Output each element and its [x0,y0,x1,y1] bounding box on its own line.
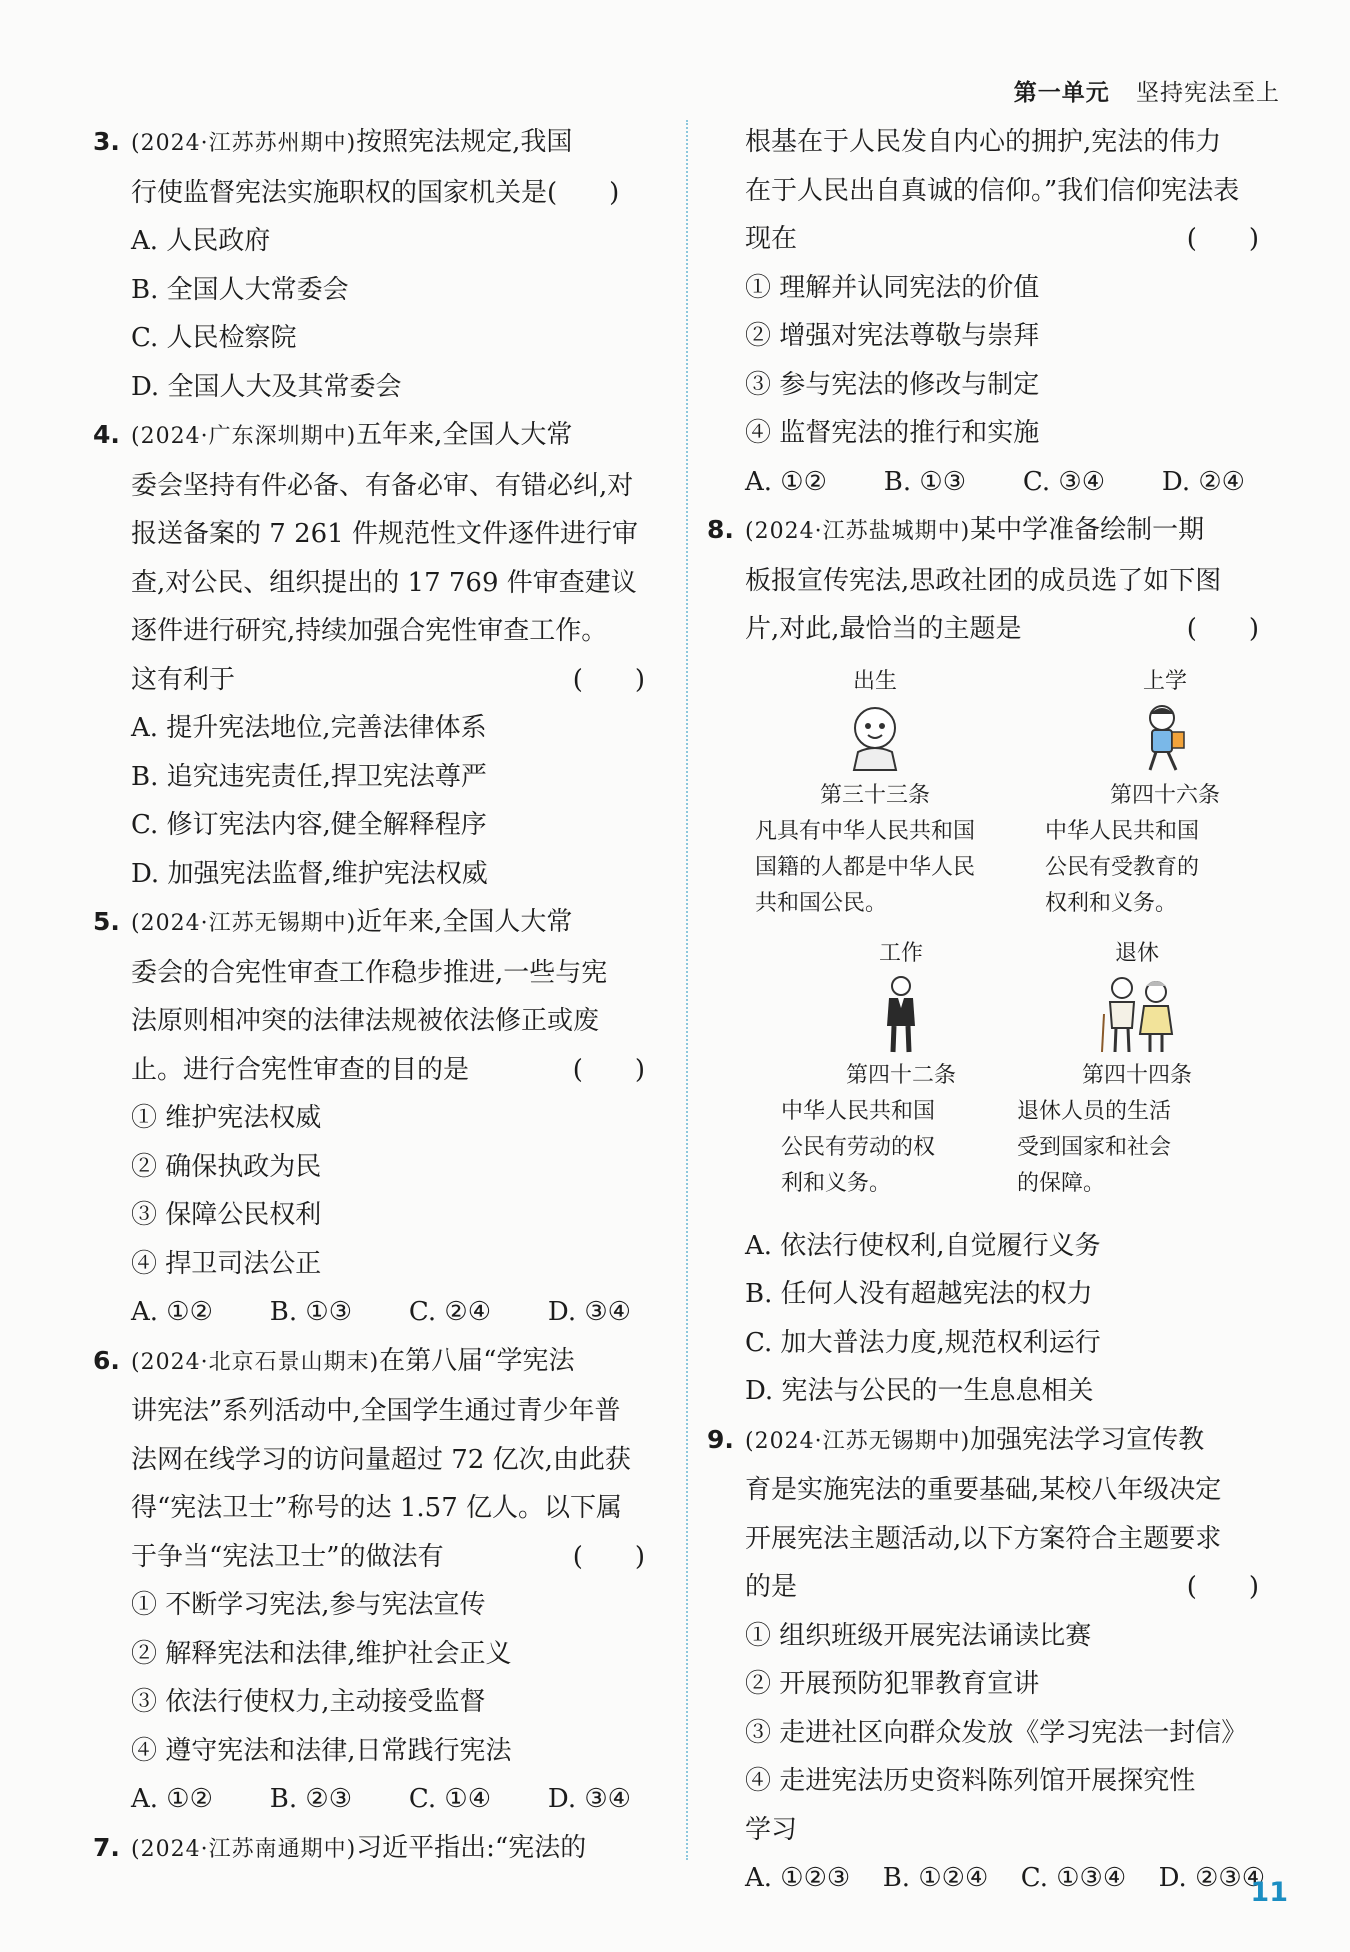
statement-3: ③ 依法行使权力,主动接受监督 [131,1687,486,1717]
choice-row [745,458,1265,507]
question-stem: 于争当“宪法卫士”的做法有 ( ) [131,1533,651,1582]
option-d[interactable]: D. ③④ [547,1297,631,1327]
statement-2: ② 开展预防犯罪教育宣讲 [745,1669,1040,1699]
question-stem: 育是实施宪法的重要基础,某校八年级决定 [745,1475,1222,1505]
question-stem: 逐件进行研究,持续加强合宪性审查工作。 [131,616,608,646]
stage-label: 工作 [878,940,923,966]
student-icon [1130,702,1200,774]
question-9 [707,1416,1265,1903]
option-c[interactable]: C. 人民检察院 [131,323,297,353]
answer-blank[interactable]: ( ) [1186,614,1259,644]
option-c[interactable]: C. ②④ [408,1297,492,1327]
question-number: 3. [93,127,120,156]
question-stem: 止。进行合宪性审查的目的是 ( ) [131,1046,651,1095]
statement-1: ① 不断学习宪法,参与宪法宣传 [131,1590,486,1620]
question-stem: 行使监督宪法实施职权的国家机关是( ) [131,177,620,208]
page-header [1014,74,1280,107]
question-number: 8. [707,515,734,544]
option-c[interactable]: C. ③④ [1022,466,1106,497]
question-stem: (2024·北京石景山期末)在第八届“学宪法 [131,1345,575,1376]
column-divider [686,120,688,1860]
answer-blank[interactable]: ( ) [1186,1572,1259,1602]
article-number: 第四十二条 [845,1062,956,1088]
option-d[interactable]: D. ②④ [1161,466,1245,497]
question-stem: (2024·广东深圳期中)五年来,全国人大常 [131,420,573,450]
question-stem: 讲宪法”系列活动中,全国学生通过青少年普 [131,1396,621,1426]
article-text: 中华人民共和国 公民有受教育的 权利和义务。 [1045,818,1200,916]
question-stem: 根基在于人民发自内心的拥护,宪法的伟力 [745,127,1222,157]
answer-blank[interactable]: ( ) [572,1054,645,1085]
question-stem: 法网在线学习的访问量超过 72 亿次,由此获 [131,1444,631,1475]
question-7-start [93,1824,651,1875]
answer-blank[interactable]: ( ) [572,1541,645,1572]
question-number: 6. [93,1345,120,1375]
page-number: 11 [1250,1877,1288,1908]
figure-cell-birth [745,664,1005,922]
question-stem: 开展宪法主题活动,以下方案符合主题要求 [745,1523,1222,1554]
question-6 [93,1337,651,1824]
option-c[interactable]: C. 加大普法力度,规范权利运行 [745,1327,1101,1358]
statement-1: ① 理解并认同宪法的价值 [745,272,1040,303]
option-d[interactable]: D. 全国人大及其常委会 [131,371,402,402]
answer-blank[interactable]: ( ) [572,664,645,695]
elderly-couple-icon [1092,974,1182,1054]
option-c[interactable]: C. 修订宪法内容,健全解释程序 [131,810,487,840]
statement-4: ④ 走进宪法历史资料陈列馆开展探究性 [745,1766,1196,1796]
statement-4-continued: 学习 [745,1814,798,1845]
question-stem: 报送备案的 7 261 件规范性文件逐件进行审 [131,519,638,549]
question-number: 4. [93,420,120,449]
question-stem: 现在 ( ) [745,215,1265,264]
statement-4: ④ 监督宪法的推行和实施 [745,418,1040,448]
question-7-continued [710,118,1265,506]
figure-cell-retire [1007,936,1267,1202]
stage-label: 退休 [1114,940,1159,966]
option-a[interactable]: A. ①②③ [745,1863,851,1893]
question-stem: 这有利于 ( ) [131,656,651,705]
statement-3: ③ 走进社区向群众发放《学习宪法一封信》 [745,1717,1248,1748]
article-text: 退休人员的生活 受到国家和社会 的保障。 [1017,1098,1172,1196]
question-number: 5. [93,907,120,936]
option-b[interactable]: B. ①③ [883,466,967,497]
question-3 [93,118,651,411]
article-text: 凡具有中华人民共和国 国籍的人都是中华人民 共和国公民。 [755,818,976,916]
statement-2: ② 确保执政为民 [131,1151,322,1182]
option-c[interactable]: C. ①④ [408,1784,492,1814]
question-8 [707,506,1265,654]
question-stem: (2024·江苏无锡期中)加强宪法学习宣传教 [745,1424,1205,1455]
option-b[interactable]: B. 全国人大常委会 [131,274,349,305]
question-number: 7. [93,1832,120,1862]
question-stem: 片,对此,最恰当的主题是 ( ) [745,605,1265,654]
stage-label: 出生 [852,668,897,694]
question-stem: 委会坚持有件必备、有备必审、有错必纠,对 [131,470,634,501]
question-4 [93,411,651,898]
question-stem: 在于人民出自真诚的信仰。”我们信仰宪法表 [745,175,1240,206]
question-stem: (2024·江苏南通期中)习近平指出:“宪法的 [131,1832,587,1863]
option-a[interactable]: A. ①② [131,1297,213,1327]
option-a[interactable]: A. 人民政府 [131,226,271,256]
question-stem: 板报宣传宪法,思政社团的成员选了如下图 [745,565,1222,596]
question-stem: 的是 ( ) [745,1563,1265,1612]
option-a[interactable]: A. ①② [745,466,827,497]
question-stem: 查,对公民、组织提出的 17 769 件审查建议 [131,567,637,598]
option-d[interactable]: D. 宪法与公民的一生息息相关 [745,1376,1094,1406]
choice-row [131,1775,651,1824]
option-d[interactable]: D. ③④ [547,1784,631,1814]
left-column [93,118,651,1874]
question-stem: 委会的合宪性审查工作稳步推进,一些与宪 [131,957,608,988]
worker-icon [876,974,926,1054]
question-stem: (2024·江苏苏州期中)按照宪法规定,我国 [131,127,573,157]
statement-4: ④ 捍卫司法公正 [131,1248,322,1279]
unit-label: 第一单元 [1013,80,1110,106]
statement-4: ④ 遵守宪法和法律,日常践行宪法 [131,1735,512,1766]
article-number: 第三十三条 [819,782,930,808]
life-stages-figure [745,658,1265,1220]
choice-row [745,1854,1265,1903]
option-b[interactable]: B. ②③ [269,1784,353,1814]
option-d[interactable]: D. 加强宪法监督,维护宪法权威 [131,858,488,889]
question-number: 9. [707,1424,734,1454]
statement-1: ① 维护宪法权威 [131,1103,322,1133]
stage-label: 上学 [1142,668,1187,694]
article-number: 第四十四条 [1081,1062,1192,1088]
statement-2: ② 解释宪法和法律,维护社会正义 [131,1638,512,1669]
option-a[interactable]: A. 提升宪法地位,完善法律体系 [131,713,487,743]
option-a[interactable]: A. 依法行使权利,自觉履行义务 [745,1230,1101,1261]
statement-2: ② 增强对宪法尊敬与崇拜 [745,321,1040,351]
right-column [707,118,1265,1903]
question-stem: 法原则相冲突的法律法规被依法修正或废 [131,1006,600,1036]
baby-icon [840,702,910,774]
article-number: 第四十六条 [1109,782,1220,808]
option-b[interactable]: B. 任何人没有超越宪法的权力 [745,1279,1093,1309]
option-b[interactable]: B. ①③ [269,1297,353,1327]
statement-3: ③ 保障公民权利 [131,1200,322,1230]
question-stem: 得“宪法卫士”称号的达 1.57 亿人。以下属 [131,1493,623,1523]
statement-1: ① 组织班级开展宪法诵读比赛 [745,1620,1092,1651]
figure-cell-work [771,936,1031,1202]
option-c[interactable]: C. ①③④ [1020,1863,1127,1893]
choice-row [131,1288,651,1337]
option-d[interactable]: D. ②③④ [1158,1863,1265,1893]
question-stem: (2024·江苏无锡期中)近年来,全国人大常 [131,907,573,937]
figure-cell-school [1035,664,1295,922]
article-text: 中华人民共和国 公民有劳动的权 利和义务。 [781,1098,936,1196]
option-b[interactable]: B. 追究违宪责任,捍卫宪法尊严 [131,761,487,792]
question-stem: (2024·江苏盐城期中)某中学准备绘制一期 [745,515,1205,545]
statement-3: ③ 参与宪法的修改与制定 [745,369,1040,400]
option-a[interactable]: A. ①② [131,1784,213,1814]
option-b[interactable]: B. ①②④ [882,1863,989,1893]
answer-blank[interactable]: ( ) [1186,224,1259,254]
question-5 [93,898,651,1337]
question-8-options [710,1222,1265,1416]
unit-title: 坚持宪法至上 [1136,80,1280,106]
